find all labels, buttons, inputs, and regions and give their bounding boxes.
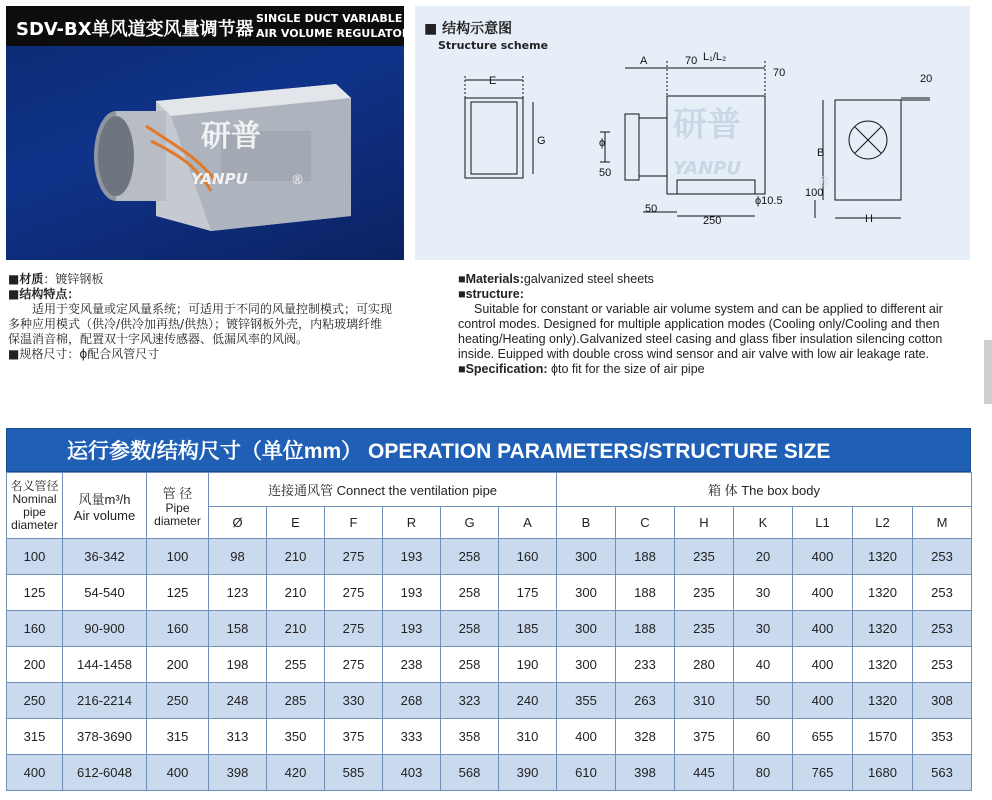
table-cell: 765 xyxy=(793,755,853,791)
table-cell: 420 xyxy=(267,755,325,791)
table-cell: 310 xyxy=(499,719,557,755)
table-cell: 403 xyxy=(383,755,441,791)
materials-line: ■Materials:galvanized steel sheets xyxy=(458,272,654,286)
scheme-subtitle: Structure scheme xyxy=(438,39,549,52)
table-cell: 50 xyxy=(734,683,793,719)
table-cell: 1320 xyxy=(853,683,913,719)
sub-header-cell: M xyxy=(913,507,972,539)
svg-text:ϕ: ϕ xyxy=(599,137,606,149)
table-cell: 233 xyxy=(616,647,675,683)
table-cell: 200 xyxy=(147,647,209,683)
table-cell: 585 xyxy=(325,755,383,791)
table-cell: 1570 xyxy=(853,719,913,755)
table-cell: 100 xyxy=(147,539,209,575)
table-cell: 275 xyxy=(325,575,383,611)
table-cell: 315 xyxy=(7,719,63,755)
table-row xyxy=(7,611,972,647)
table-cell: 400 xyxy=(793,683,853,719)
group-box-header: 箱 体 The box body xyxy=(557,473,972,507)
svg-text:250: 250 xyxy=(703,215,722,227)
table-cell: 563 xyxy=(913,755,972,791)
table-cell: 188 xyxy=(616,575,675,611)
col-pipe-header: 管 径 Pipe diameter xyxy=(147,473,209,539)
table-cell: 400 xyxy=(793,575,853,611)
brand-watermark-zh: 研普 xyxy=(201,119,261,154)
table-cell: 253 xyxy=(913,611,972,647)
table-cell: 400 xyxy=(7,755,63,791)
table-cell: 188 xyxy=(616,539,675,575)
table-cell: 188 xyxy=(616,611,675,647)
table-cell: 54-540 xyxy=(63,575,147,611)
sub-header-cell: L2 xyxy=(853,507,913,539)
table-cell: 263 xyxy=(616,683,675,719)
table-cell: 1680 xyxy=(853,755,913,791)
table-row xyxy=(7,647,972,683)
svg-text:B: B xyxy=(817,147,825,159)
table-cell: 235 xyxy=(675,575,734,611)
table-cell: 300 xyxy=(557,575,616,611)
table-cell: 185 xyxy=(499,611,557,647)
table-cell: 358 xyxy=(441,719,499,755)
table-cell: 1320 xyxy=(853,611,913,647)
table-cell: 253 xyxy=(913,539,972,575)
table-cell: 100 xyxy=(7,539,63,575)
table-cell: 300 xyxy=(557,539,616,575)
table-cell: 400 xyxy=(793,647,853,683)
table-cell: 30 xyxy=(734,575,793,611)
table-cell: 240 xyxy=(499,683,557,719)
material-line: ■材质：镀锌钢板 xyxy=(8,272,104,286)
table-cell: 655 xyxy=(793,719,853,755)
table-cell: 238 xyxy=(383,647,441,683)
product-title: SDV-BX单风道变风量调节器 xyxy=(16,19,254,40)
table-cell: 258 xyxy=(441,539,499,575)
front-view xyxy=(465,98,523,178)
table-body xyxy=(7,539,972,791)
svg-text:®: ® xyxy=(817,174,831,190)
table-cell: 378-3690 xyxy=(63,719,147,755)
spec-line: ■规格尺寸：ϕ配合风管尺寸 xyxy=(8,347,160,361)
table-cell: 258 xyxy=(441,575,499,611)
svg-text:50: 50 xyxy=(599,167,612,179)
sub-header-cell: F xyxy=(325,507,383,539)
table-cell: 125 xyxy=(7,575,63,611)
table-cell: 60 xyxy=(734,719,793,755)
table-cell: 80 xyxy=(734,755,793,791)
table-cell: 40 xyxy=(734,647,793,683)
product-title-en-2: AIR VOLUME REGULATOR xyxy=(256,27,411,40)
table-cell: 36-342 xyxy=(63,539,147,575)
parameters-grid xyxy=(6,472,972,791)
table-cell: 160 xyxy=(7,611,63,647)
svg-text:20: 20 xyxy=(920,73,933,85)
table-cell: 353 xyxy=(913,719,972,755)
table-cell: 250 xyxy=(7,683,63,719)
table-cell: 160 xyxy=(147,611,209,647)
sub-header-cell: L1 xyxy=(793,507,853,539)
table-cell: 285 xyxy=(267,683,325,719)
end-view xyxy=(835,100,901,200)
table-cell: 123 xyxy=(209,575,267,611)
table-cell: 1320 xyxy=(853,647,913,683)
table-cell: 90-900 xyxy=(63,611,147,647)
svg-text:®: ® xyxy=(291,173,304,188)
table-cell: 193 xyxy=(383,575,441,611)
table-cell: 198 xyxy=(209,647,267,683)
svg-text:H: H xyxy=(865,213,873,225)
col-nominal-header: 名义管径 Nominal pipe diameter xyxy=(7,473,63,539)
table-cell: 333 xyxy=(383,719,441,755)
table-cell: 375 xyxy=(675,719,734,755)
table-cell: 193 xyxy=(383,611,441,647)
table-cell: 175 xyxy=(499,575,557,611)
sub-header-cell: R xyxy=(383,507,441,539)
parameters-table xyxy=(6,428,971,791)
table-title: 运行参数/结构尺寸（单位mm） OPERATION PARAMETERS/STRUCTURE SIZE xyxy=(67,440,831,463)
table-cell: 248 xyxy=(209,683,267,719)
sub-header-cell: Ø xyxy=(209,507,267,539)
table-cell: 568 xyxy=(441,755,499,791)
svg-text:L₁/L₂: L₁/L₂ xyxy=(703,51,727,63)
table-cell: 398 xyxy=(616,755,675,791)
table-cell: 250 xyxy=(147,683,209,719)
svg-text:70: 70 xyxy=(773,67,786,79)
table-cell: 275 xyxy=(325,647,383,683)
table-cell: 323 xyxy=(441,683,499,719)
svg-text:ϕ10.5: ϕ10.5 xyxy=(755,195,783,207)
table-cell: 275 xyxy=(325,539,383,575)
table-cell: 253 xyxy=(913,575,972,611)
svg-text:E: E xyxy=(489,75,497,87)
svg-text:A: A xyxy=(640,55,648,67)
structure-en-line: ■structure: xyxy=(458,287,524,301)
sub-header-cell: G xyxy=(441,507,499,539)
table-cell: 328 xyxy=(616,719,675,755)
table-cell: 400 xyxy=(147,755,209,791)
table-cell: 610 xyxy=(557,755,616,791)
spec-en-line: ■Specification: ϕto fit for the size of air pipe xyxy=(458,362,705,376)
table-cell: 20 xyxy=(734,539,793,575)
table-cell: 200 xyxy=(7,647,63,683)
table-cell: 258 xyxy=(441,611,499,647)
table-cell: 253 xyxy=(913,647,972,683)
table-row xyxy=(7,575,972,611)
table-cell: 612-6048 xyxy=(63,755,147,791)
table-cell: 330 xyxy=(325,683,383,719)
table-cell: 275 xyxy=(325,611,383,647)
sub-header-cell: C xyxy=(616,507,675,539)
table-cell: 313 xyxy=(209,719,267,755)
table-cell: 400 xyxy=(793,611,853,647)
svg-text:研普: 研普 xyxy=(673,105,741,145)
svg-text:70: 70 xyxy=(685,55,698,67)
table-cell: 355 xyxy=(557,683,616,719)
table-cell: 308 xyxy=(913,683,972,719)
svg-text:100: 100 xyxy=(805,187,824,199)
table-cell: 235 xyxy=(675,611,734,647)
table-row xyxy=(7,539,972,575)
table-cell: 400 xyxy=(557,719,616,755)
sub-header-cell: A xyxy=(499,507,557,539)
table-cell: 210 xyxy=(267,611,325,647)
group-pipe-header: 连接通风管 Connect the ventilation pipe xyxy=(209,473,557,507)
sub-header-cell: E xyxy=(267,507,325,539)
table-cell: 160 xyxy=(499,539,557,575)
table-cell: 315 xyxy=(147,719,209,755)
title-bar xyxy=(6,6,411,46)
table-cell: 216-2214 xyxy=(63,683,147,719)
table-row xyxy=(7,719,972,755)
table-cell: 255 xyxy=(267,647,325,683)
table-cell: 258 xyxy=(441,647,499,683)
table-cell: 350 xyxy=(267,719,325,755)
table-cell: 144-1458 xyxy=(63,647,147,683)
table-cell: 193 xyxy=(383,539,441,575)
svg-text:G: G xyxy=(537,135,546,147)
table-cell: 398 xyxy=(209,755,267,791)
scheme-title: ■ 结构示意图 xyxy=(424,21,513,37)
table-cell: 1320 xyxy=(853,575,913,611)
brand-watermark-en: YANPU xyxy=(191,170,248,188)
svg-text:YANPU: YANPU xyxy=(673,158,742,179)
table-cell: 98 xyxy=(209,539,267,575)
table-cell: 300 xyxy=(557,647,616,683)
structure-diagram xyxy=(415,6,970,260)
table-cell: 210 xyxy=(267,539,325,575)
table-cell: 310 xyxy=(675,683,734,719)
table-cell: 300 xyxy=(557,611,616,647)
table-cell: 125 xyxy=(147,575,209,611)
description-en: ■Materials:galvanized steel sheets ■structure: Suitable for constant or variable air volume system and can be applied to different air control modes. Designed for multiple application modes (Cooling only/Cooling and then heating/Heating only).Galvanized steel casing and glass fiber insulation silencing cotton inside. Euipped with double cross wind sensor and air valve with low air leakage rate. ■Specification: ϕto fit for the size of air pipe xyxy=(458,272,973,377)
sub-header-cell: K xyxy=(734,507,793,539)
structure-line: ■结构特点： xyxy=(8,287,80,301)
product-title-en-1: SINGLE DUCT VARIABLE xyxy=(256,12,403,25)
side-tab xyxy=(984,340,992,404)
table-cell: 1320 xyxy=(853,539,913,575)
table-cell: 158 xyxy=(209,611,267,647)
sub-header-cell: B xyxy=(557,507,616,539)
table-cell: 375 xyxy=(325,719,383,755)
sub-header-cell: H xyxy=(675,507,734,539)
table-cell: 390 xyxy=(499,755,557,791)
table-cell: 30 xyxy=(734,611,793,647)
table-cell: 210 xyxy=(267,575,325,611)
table-cell: 280 xyxy=(675,647,734,683)
table-cell: 190 xyxy=(499,647,557,683)
table-cell: 268 xyxy=(383,683,441,719)
table-row xyxy=(7,683,972,719)
col-airvolume-header: 风量m³/h Air volume xyxy=(63,473,147,539)
table-cell: 400 xyxy=(793,539,853,575)
table-row xyxy=(7,755,972,791)
svg-text:50: 50 xyxy=(645,203,658,215)
table-cell: 445 xyxy=(675,755,734,791)
table-cell: 235 xyxy=(675,539,734,575)
description-zh: ■材质：镀锌钢板 ■结构特点： 适用于变风量或定风量系统；可适用于不同的风量控制模式；可实现 多种应用模式（供冷/供冷加再热/供热）；镀锌钢板外壳，内粘玻璃纤维 保温消音棉，配置双十字风速传感器、低漏风率的风阀。 ■规格尺寸：ϕ配合风管尺寸 xyxy=(8,272,428,362)
table-title-bar xyxy=(6,428,971,472)
